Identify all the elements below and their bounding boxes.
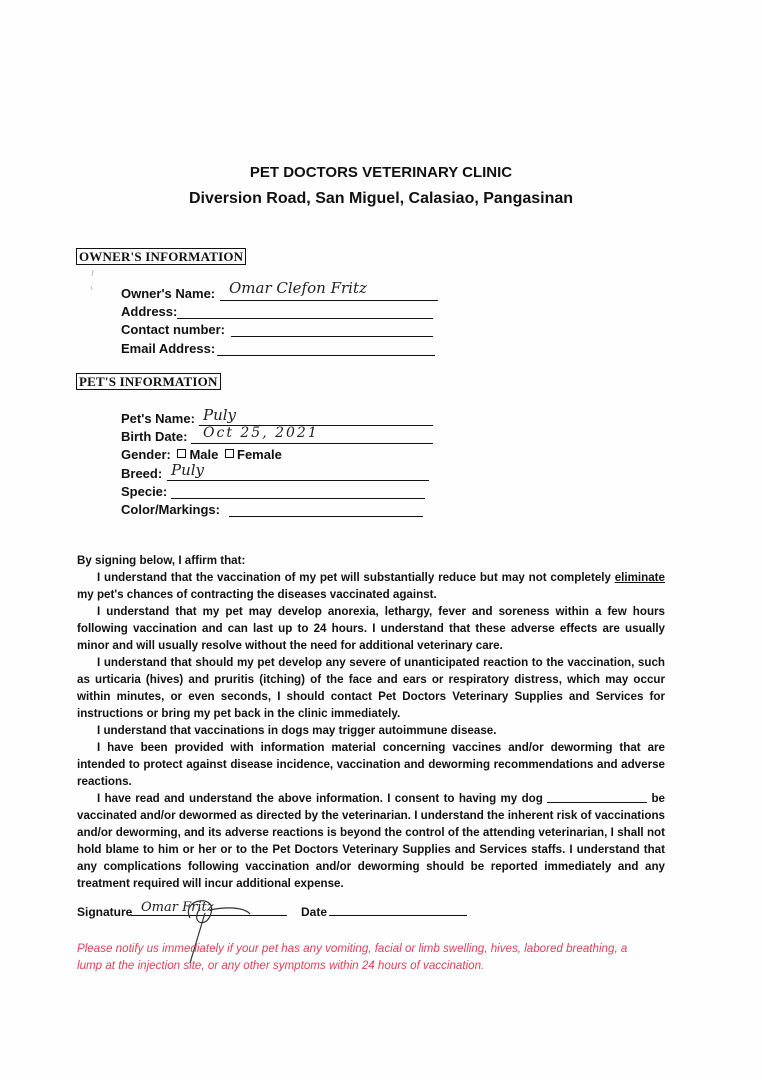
pen-mark: [88, 268, 98, 298]
owner-address-label: Address:: [121, 304, 178, 319]
specie-label: Specie:: [121, 484, 168, 499]
pet-name-field[interactable]: [121, 406, 237, 428]
clinic-name: PET DOCTORS VETERINARY CLINIC: [249, 164, 513, 181]
breed-label: Breed:: [121, 466, 163, 481]
pet-section-title: PET'S INFORMATION: [76, 373, 221, 390]
owner-address-field[interactable]: [121, 304, 177, 321]
color-markings-line: [229, 516, 423, 517]
consent-intro: By signing below, I affirm that:: [77, 554, 246, 567]
owner-name-line: [220, 300, 438, 301]
signature-value: Omar Fritz: [141, 900, 214, 915]
date-line[interactable]: [329, 915, 467, 916]
pet-name-label: Pet's Name:: [121, 411, 195, 426]
contact-number-line: [231, 336, 433, 337]
male-label: Male: [189, 447, 219, 462]
date-label: Date: [301, 905, 328, 919]
owner-address-line: [177, 318, 433, 319]
gender-label: Gender:: [121, 447, 171, 462]
signature-row: [77, 900, 328, 919]
email-field[interactable]: [121, 341, 215, 358]
consent-text: [77, 552, 665, 892]
contact-number-label: Contact number:: [121, 322, 225, 337]
owner-name-field[interactable]: [121, 279, 367, 303]
birth-date-value: Oct 25, 2021: [203, 425, 319, 441]
clinic-address: Diversion Road, San Miguel, Calasiao, Pangasinan: [188, 190, 574, 207]
consent-paragraph-6: I have read and understand the above information. I consent to having my dog be vaccinated and/or dewormed as directed by the veterinarian. I understand the inherent risk of vaccinations and/or deworming, and its adverse reactions is beyond the control of the attending veterinarian, I shall not hold blame to him or her or to the Pet Doctors Veterinary Supplies and Services staffs. I understand that any complications following vaccination and/or deworming should be reported immediately and any treatment required will incur additional expense.: [77, 792, 665, 890]
consent-paragraph-5: I have been provided with information material concerning vaccines and/or deworming that are intended to protect against disease incidence, vaccination and deworming recommendations and adverse reactions.: [77, 741, 665, 788]
email-line: [217, 355, 435, 356]
breed-value: Puly: [171, 461, 205, 479]
pet-name-value: Puly: [203, 406, 237, 424]
email-label: Email Address:: [121, 341, 216, 356]
owner-section-title: OWNER'S INFORMATION: [76, 248, 246, 265]
color-markings-field[interactable]: [121, 502, 220, 519]
female-label: Female: [237, 447, 282, 462]
birth-date-line: [191, 443, 433, 444]
breed-line: [167, 480, 429, 481]
owner-name-label: Owner's Name:: [121, 286, 216, 301]
breed-field[interactable]: [121, 461, 205, 483]
birth-date-label: Birth Date:: [121, 429, 188, 444]
female-checkbox[interactable]: [225, 449, 234, 458]
dog-name-blank[interactable]: [547, 791, 647, 803]
consent-paragraph-4: I understand that vaccinations in dogs may trigger autoimmune disease.: [97, 724, 497, 737]
contact-number-field[interactable]: [121, 322, 225, 339]
specie-field[interactable]: [121, 484, 167, 501]
owner-name-value: Omar Clefon Fritz: [229, 279, 367, 297]
vaccination-notice: Please notify us immediately if your pet has any vomiting, facial or limb swelling, hives, labored breathing, a lump at the injection site, or any other symptoms within 24 hours of vaccination.: [77, 942, 628, 972]
consent-paragraph-2: I understand that my pet may develop anorexia, lethargy, fever and soreness within a few hours following vaccination and can last up to 24 hours. I understand that these adverse effects are usually minor and will usually resolve without the need for additional veterinary care.: [77, 605, 665, 652]
signature-label: Signature: [77, 905, 133, 919]
consent-paragraph-1: I understand that the vaccination of my pet will substantially reduce but may not completely eliminate my pet's chances of contracting the diseases vaccinated against.: [77, 571, 665, 601]
consent-paragraph-3: I understand that should my pet develop any severe of unanticipated reaction to the vaccination, such as urticaria (hives) and pruritis (itching) of the face and ears or respiratory distress, which may occur within minutes, or even seconds, I should contact Pet Doctors Veterinary Supplies and Services for instructions or bring my pet back in the clinic immediately.: [77, 656, 665, 720]
birth-date-field[interactable]: [121, 425, 319, 446]
eliminate-word: eliminate: [614, 571, 665, 584]
specie-line: [171, 498, 425, 499]
male-checkbox[interactable]: [177, 449, 186, 458]
color-markings-label: Color/Markings:: [121, 502, 220, 517]
